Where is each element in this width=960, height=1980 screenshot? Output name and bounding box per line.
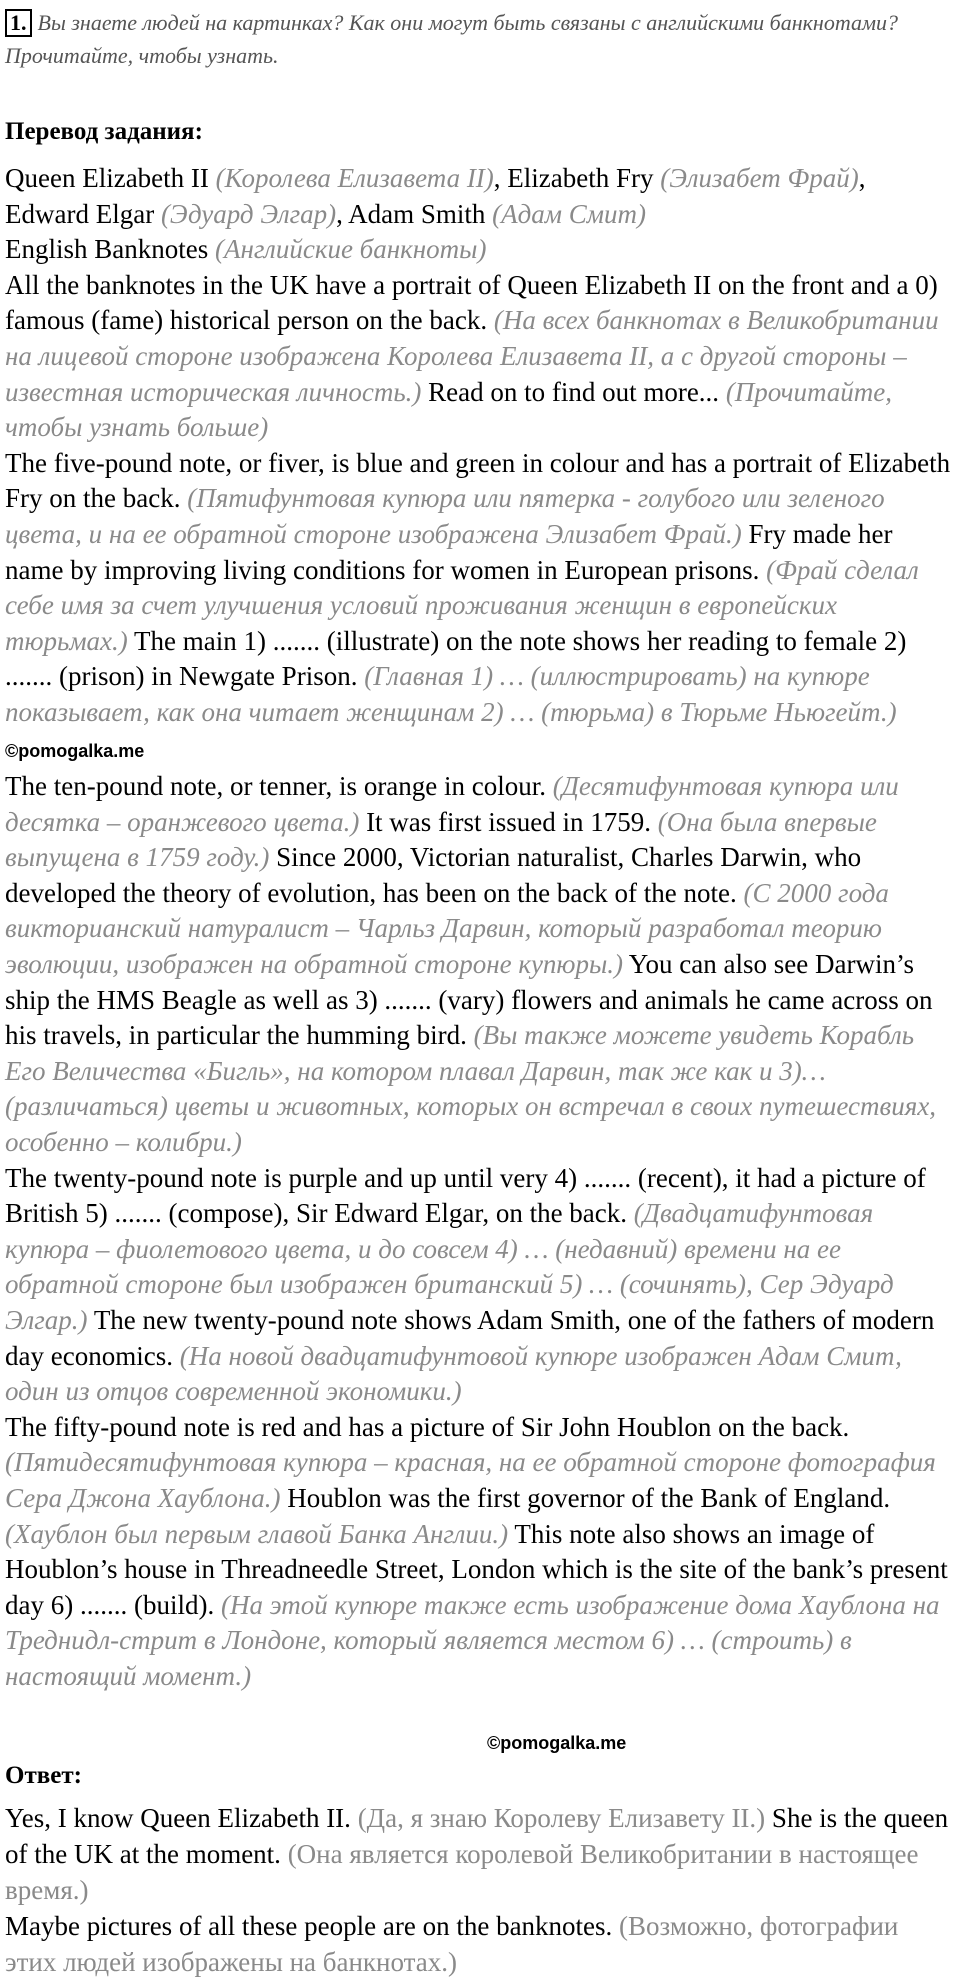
person-3-translation: (Эдуард Элгар) — [160, 198, 337, 229]
task-number: 1. — [5, 9, 32, 37]
person-2: Elizabeth Fry — [507, 163, 654, 193]
ten-note-sentence-1: The ten-pound note, or tenner, is orange in colour. — [5, 771, 547, 802]
text-title: English Banknotes — [5, 234, 209, 265]
watermark: ©pomogalka.me — [5, 740, 145, 761]
fifty-note-translation-2: (Хаублон был первым главой Банка Англии.) — [5, 1518, 509, 1549]
ten-note-translation-3: (С 2000 года викторианский натуралист – Чарльз Дарвин, который разработал теорию эволюции, изображен на обратной стороне купюры.) — [5, 877, 889, 980]
five-note-translation-2: (Фрай сделал себе имя за счет улучшения условий проживания женщин в европейских тюрьмах.) — [5, 554, 919, 656]
person-3: Edward Elgar — [5, 198, 155, 229]
answer-translation-3: (Возможно, фотографии этих людей изображены на банкнотах.) — [5, 1911, 899, 1977]
person-4: Adam Smith — [348, 198, 486, 229]
person-1-translation: (Королева Елизавета II) — [215, 163, 494, 193]
answer-translation-1: (Да, я знаю Королеву Елизавету II.) — [357, 1803, 766, 1833]
intro-sentence-2: Read on to find out more... — [428, 376, 720, 407]
fifty-note-translation-1: (Пятидесятифунтовая купюра – красная, на ее обратной стороне фотография Сера Джона Хаублона.) — [5, 1447, 936, 1513]
intro-sentence: All the banknotes in the UK have a portrait of Queen Elizabeth II on the front and a 0) famous (fame) historical person on the back. — [5, 269, 938, 336]
watermark-2: ©pomogalka.me — [487, 1733, 627, 1753]
task-instruction-text: Вы знаете людей на картинках? Как они могут быть связаны с английскими банкнотами? Прочитайте, чтобы узнать. — [5, 10, 899, 68]
person-1: Queen Elizabeth II — [5, 163, 209, 193]
ten-note-sentence-3: Since 2000, Victorian naturalist, Charles Darwin, who developed the theory of evolution, has been on the back of the note. — [5, 842, 862, 908]
person-2-translation: (Элизабет Фрай) — [660, 163, 859, 193]
ten-note-translation-1: (Десятифунтовая купюра или десятка – оранжевого цвета.) — [5, 771, 899, 837]
answer-translation-2: (Она является королевой Великобритании в настоящее время.) — [5, 1839, 919, 1905]
fifty-note-translation-3: (На этой купюре также есть изображение дома Хаублона на Треднидл-стрит в Лондоне, который является местом 6) … (строить) в настоящий момент.) — [5, 1589, 940, 1691]
five-note-sentence-1: The five-pound note, or fiver, is blue and green in colour and has a portrait of Elizabeth Fry on the back. — [5, 447, 951, 514]
answer-sentence-3: Maybe pictures of all these people are on the banknotes. — [5, 1911, 613, 1941]
intro-translation: (На всех банкнотах в Великобритании на лицевой стороне изображена Королева Елизавета II, а с другой стороны – известная историческая личность.) — [5, 305, 939, 407]
answer-sentence-2: She is the queen of the UK at the moment. — [5, 1803, 949, 1869]
five-note-sentence-3: The main 1) ....... (illustrate) on the note shows her reading to female 2) ....... (prison) in Newgate Prison. — [5, 625, 907, 692]
ten-note-sentence-4: You can also see Darwin’s ship the HMS Beagle as well as 3) ....... (vary) flowers and animals he came across on his travels, in particular the humming bird. — [5, 949, 933, 1051]
task-instruction — [5, 6, 945, 72]
twenty-note-sentence-1: The twenty-pound note is purple and up until very 4) ....... (recent), it had a picture of British 5) ....... (compose), Sir Edward Elgar, on the back. — [5, 1162, 926, 1229]
fifty-note-sentence-1: The fifty-pound note is red and has a picture of Sir John Houblon on the back. — [5, 1411, 850, 1442]
five-note-translation-3: (Главная 1) … (иллюстрировать) на купюре показывает, как она читает женщинам 2) … (тюрьма) в Тюрьме Ньюгейт.) — [5, 661, 897, 727]
ten-note-translation-2: (Она была впервые выпущена в 1759 году.) — [5, 806, 877, 873]
answer-text — [5, 1800, 955, 1980]
answer-sentence-1: Yes, I know Queen Elizabeth II. — [5, 1803, 351, 1833]
five-note-translation-1: (Пятифунтовая купюра или пятерка - голубого или зеленого цвета, и на ее обратной стороне изображена Элизабет Фрай.) — [5, 483, 885, 549]
five-note-sentence-2: Fry made her name by improving living conditions for women in European prisons. — [5, 518, 893, 585]
translation-text: Queen Elizabeth II (Королева Елизавета II), Elizabeth Fry (Элизабет Фрай), Edward Elgar (Эдуард Элгар), Adam Smith (Адам Смит) English Banknotes (Английские банкноты) All the banknotes in the UK have a portrait of Queen Elizabeth II on the front and a 0) famous (fame) historical person on the back. (На всех банкнотах в Великобритании на лицевой стороне изображена Королева Елизавета II, а с другой стороны – известная историческая личность.) Read on to find out more... (Прочитайте, чтобы узнать больше) The five-pound note, or fiver, is blue and green in colour and has a portrait of Elizabeth Fry on the back. (Пятифунтовая купюра или пятерка - голубого или зеленого цвета, и на ее обратной стороне изображена Элизабет Фрай.) Fry made her name by improving living conditions for women in European prisons. (Фрай сделал себе имя за счет улучшения условий проживания женщин в европейских тюрьмах.) The main 1) ....... (illustrate) on the note shows her reading to female 2) ....... (prison) in Newgate Prison. (Главная 1) … (иллюстрировать) на купюре показывает, как она читает женщинам 2) … (тюрьма) в Тюрьме Ньюгейт.) ©pomogalka.me The ten-pound note, or tenner, is orange in colour. (Десятифунтовая купюра или десятка – оранжевого цвета.) It was first issued in 1759. (Она была впервые выпущена в 1759 году.) Since 2000, Victorian naturalist, Charles Darwin, who developed the theory of evolution, has been on the back of the note. (С 2000 года викторианский натуралист – Чарльз Дарвин, который разработал теорию эволюции, изображен на обратной стороне купюры.) You can also see Darwin’s ship the HMS Beagle as well as 3) ....... (vary) flowers and animals he came across on his travels, in particular the humming bird. (Вы также можете увидеть Корабль Его Величества «Бигль», на котором плавал Дарвин, так же как и 3)… (различаться) цветы и животных, которых он встречал в своих путешествиях, особенно – колибри.) The twenty-pound note is purple and up until very 4) ....... (recent), it had a picture of British 5) ....... (compose), Sir Edward Elgar, on the back. (Двадцатифунтовая купюра – фиолетового цвета, и до совсем 4) … (недавний) времени на ее обратной стороне был изображен британский 5) … (сочинять), Сер Эдуард Элгар.) The new twenty-pound note shows Adam Smith, one of the fathers of modern day economics. (На новой двадцатифунтовой купюре изображен Адам Смит, один из отцов современной экономики.) The fifty-pound note is red and has a picture of Sir John Houblon on the back. (Пятидесятифунтовая купюра – красная, на ее обратной стороне фотография Сера Джона Хаублона.) Houblon was the first governor of the Bank of England. (Хаублон был первым главой Банка Англии.) This note also shows an image of Houblon’s house in Threadneedle Street, London which is the site of the bank’s present day 6) ....... (build). (На этой купюре также есть изображение дома Хаублона на Треднидл-стрит в Лондоне, который является местом 6) … (строить) в настоящий момент.) — [5, 163, 951, 1691]
ten-note-translation-4: (Вы также можете увидеть Корабль Его Величества «Бигль», на котором плавал Дарвин, так же как и 3)… (различаться) цветы и животных, которых он встречал в своих путешествиях, особенно – колибри.) — [5, 1020, 936, 1158]
twenty-note-translation-2: (На новой двадцатифунтовой купюре изображен Адам Смит, один из отцов современной экономики.) — [5, 1340, 902, 1407]
answer-heading: Ответ: — [5, 1762, 82, 1789]
fifty-note-sentence-2: Houblon was the first governor of the Bank of England. — [287, 1482, 891, 1513]
ten-note-sentence-2: It was first issued in 1759. — [366, 806, 652, 837]
text-title-translation: (Английские банкноты) — [215, 234, 487, 265]
translation-heading: Перевод задания: — [5, 118, 203, 145]
twenty-note-translation-1: (Двадцатифунтовая купюра – фиолетового цвета, и до совсем 4) … (недавний) времени на ее обратной стороне был изображен британский 5) … (сочинять), Сер Эдуард Элгар.) — [5, 1198, 894, 1335]
fifty-note-sentence-3: This note also shows an image of Houblon’s house in Threadneedle Street, London which is the site of the bank’s present day 6) ....... (build). — [5, 1518, 948, 1620]
twenty-note-sentence-2: The new twenty-pound note shows Adam Smith, one of the fathers of modern day economics. — [5, 1305, 935, 1371]
intro-translation-2: (Прочитайте, чтобы узнать больше) — [5, 376, 893, 443]
person-4-translation: (Адам Смит) — [492, 198, 647, 229]
